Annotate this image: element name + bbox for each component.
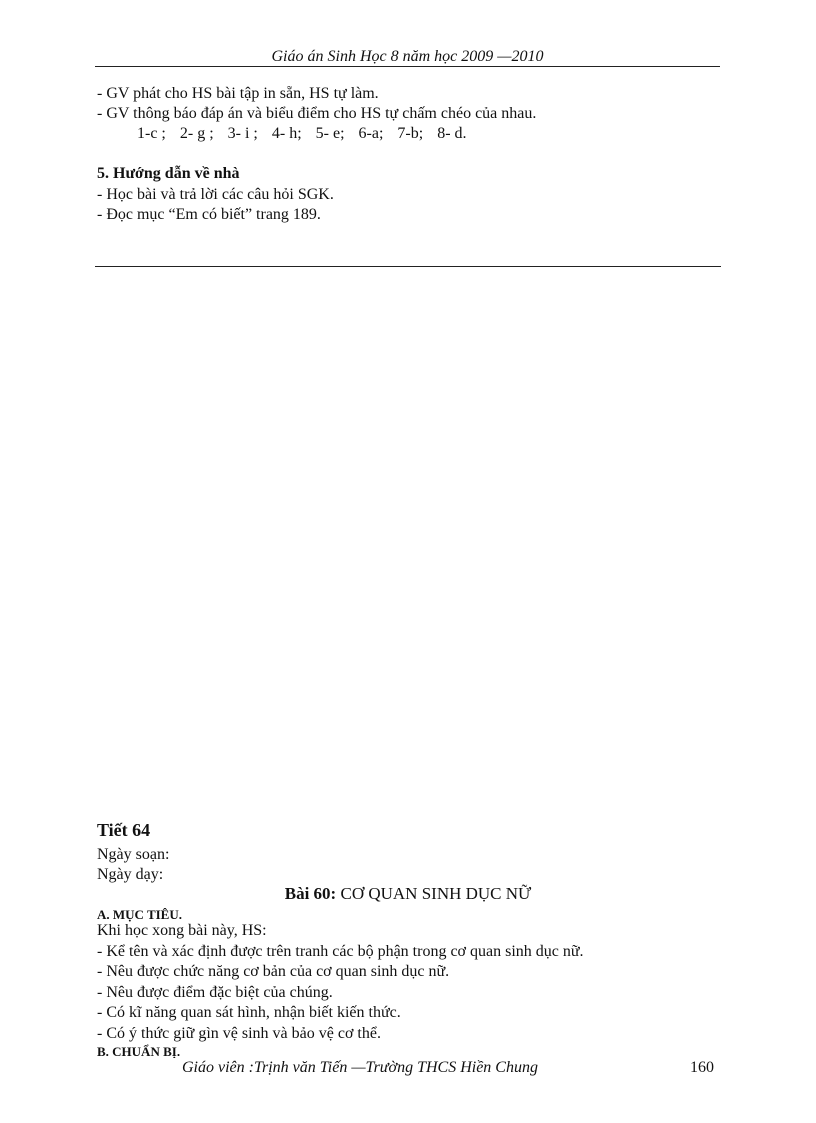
answer-2: 2- g ; (179, 125, 214, 142)
answer-8: 8- d. (437, 125, 467, 142)
lesson-number: Bài 60: (284, 884, 337, 903)
activity-line-2: - GV thông báo đáp án và biểu điểm cho HS tự chấm chéo của nhau. (97, 105, 537, 122)
homework-heading: 5. Hướng dẫn về nhà (97, 165, 240, 182)
preparation-heading: B. CHUẨN BỊ. (97, 1044, 181, 1058)
lesson-name: CƠ QUAN SINH DỤC NỮ (340, 884, 532, 903)
answer-5: 5- e; (315, 125, 345, 142)
page-header: Giáo án Sinh Học 8 năm học 2009 —2010 (271, 48, 544, 65)
objective-item-3: - Nêu được điểm đặc biệt của chúng. (97, 984, 333, 1001)
answer-7: 7-b; (397, 125, 424, 142)
header-divider (95, 66, 720, 67)
objectives-intro: Khi học xong bài này, HS: (97, 922, 267, 939)
lesson-title (0, 884, 816, 904)
answer-6: 6-a; (358, 125, 384, 142)
objective-item-1: - Kể tên và xác định được trên tranh các bộ phận trong cơ quan sinh dục nữ. (97, 943, 584, 960)
answer-key (137, 124, 477, 144)
answer-3: 3- i ; (227, 125, 258, 142)
lesson-period: Tiết 64 (97, 820, 151, 840)
prep-date: Ngày soạn: (97, 846, 170, 863)
homework-item-1: - Học bài và trả lời các câu hỏi SGK. (97, 186, 334, 203)
objectives-heading: A. MỤC TIÊU. (97, 907, 182, 922)
objective-item-2: - Nêu được chức năng cơ bản của cơ quan sinh dục nữ. (97, 963, 450, 980)
page-number: 160 (690, 1059, 714, 1076)
teach-date: Ngày dạy: (97, 866, 164, 883)
answer-4: 4- h; (271, 125, 302, 142)
objective-item-5: - Có ý thức giữ gìn vệ sinh và bảo vệ cơ thể. (97, 1025, 381, 1042)
page-footer: Giáo viên :Trịnh văn Tiến —Trường THCS Hiền Chung (182, 1059, 538, 1076)
answer-1: 1-c ; (137, 125, 166, 142)
section-divider (95, 266, 721, 267)
activity-line-1: - GV phát cho HS bài tập in sẵn, HS tự làm. (97, 85, 379, 102)
objective-item-4: - Có kĩ năng quan sát hình, nhận biết kiến thức. (97, 1004, 401, 1021)
homework-item-2: - Đọc mục “Em có biết” trang 189. (97, 206, 321, 223)
